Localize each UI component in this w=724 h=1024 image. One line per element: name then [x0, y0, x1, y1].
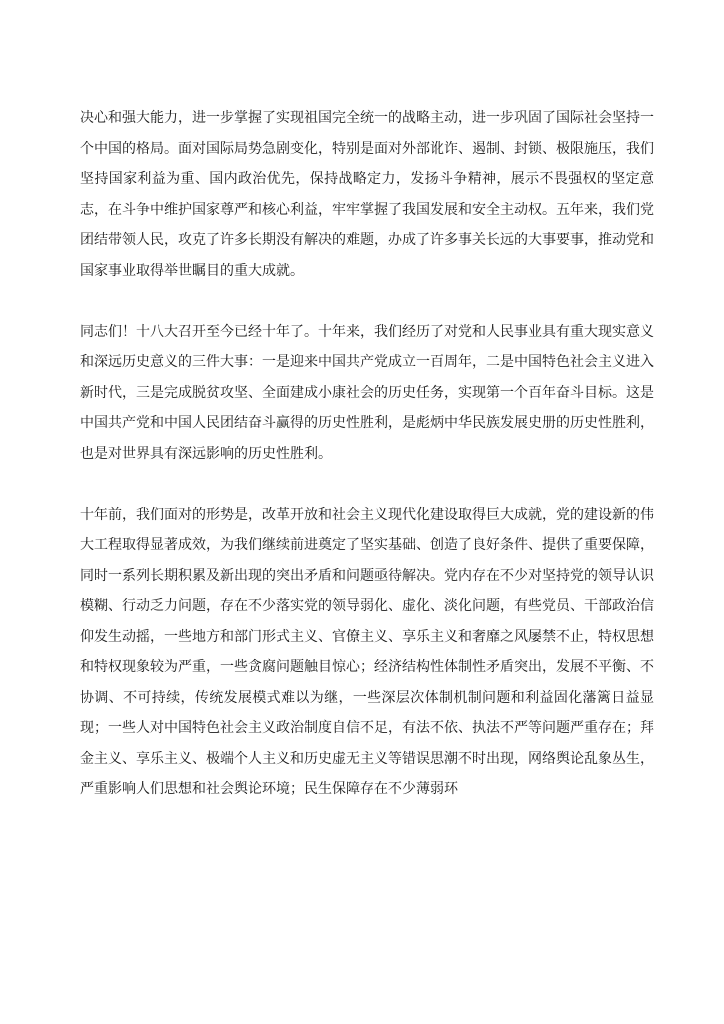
paragraph-3: 十年前，我们面对的形势是，改革开放和社会主义现代化建设取得巨大成就，党的建设新的伟大工程取得显著成效，为我们继续前进奠定了坚实基础、创造了良好条件、提供了重要保障，同时一系列长期积累及新出现的突出矛盾和问题亟待解决。党内存在不少对坚持党的领导认识模糊、行动乏力问题，存在不少落实党的领导弱化、虚化、淡化问题，有些党员、干部政治信仰发生动摇，一些地方和部门形式主义、官僚主义、享乐主义和奢靡之风屡禁不止，特权思想和特权现象较为严重，一些贪腐问题触目惊心；经济结构性体制性矛盾突出，发展不平衡、不协调、不可持续，传统发展模式难以为继，一些深层次体制机制问题和利益固化藩篱日益显现；一些人对中国特色社会主义政治制度自信不足，有法不依、执法不严等问题严重存在；拜金主义、享乐主义、极端个人主义和历史虚无主义等错误思潮不时出现，网络舆论乱象丛生，严重影响人们思想和社会舆论环境；民生保障存在不少薄弱环 — [80, 506, 654, 797]
document-page — [80, 103, 654, 805]
paragraph-2: 同志们！十八大召开至今已经十年了。十年来，我们经历了对党和人民事业具有重大现实意义和深远历史意义的三件大事：一是迎来中国共产党成立一百周年，二是中国特色社会主义进入新时代，三是完成脱贫攻坚、全面建成小康社会的历史任务，实现第一个百年奋斗目标。这是中国共产党和中国人民团结奋斗赢得的历史性胜利，是彪炳中华民族发展史册的历史性胜利，也是对世界具有深远影响的历史性胜利。 — [80, 323, 654, 462]
paragraph-1: 决心和强大能力，进一步掌握了实现祖国完全统一的战略主动，进一步巩固了国际社会坚持一个中国的格局。面对国际局势急剧变化，特别是面对外部讹诈、遏制、封锁、极限施压，我们坚持国家利益为重、国内政治优先，保持战略定力，发扬斗争精神，展示不畏强权的坚定意志，在斗争中维护国家尊严和核心利益，牢牢掌握了我国发展和安全主动权。五年来，我们党团结带领人民，攻克了许多长期没有解决的难题，办成了许多事关长远的大事要事，推动党和国家事业取得举世瞩目的重大成就。 — [80, 110, 654, 279]
